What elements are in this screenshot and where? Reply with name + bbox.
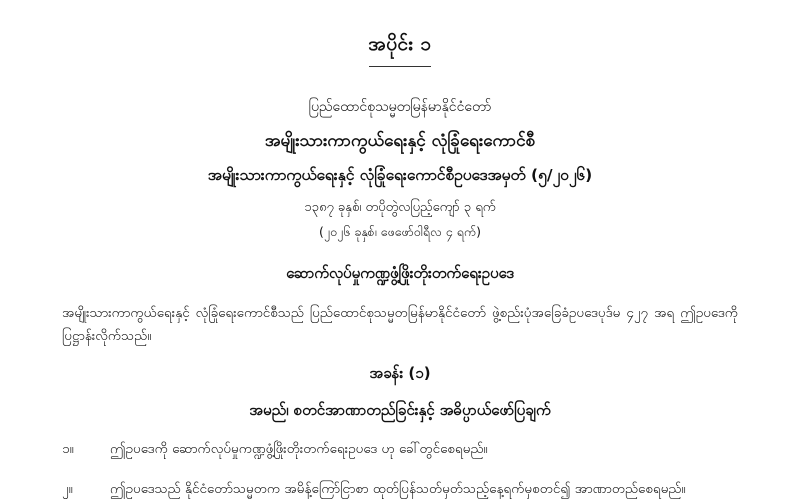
- clause-text-wrap: [110, 478, 744, 501]
- title-divider: [369, 66, 431, 67]
- clause-number: ၁။: [62, 441, 74, 458]
- chapter-number: အခန်း (၁): [369, 363, 431, 382]
- header-date-myanmar-era: ၁၃၈၇ ခုနှစ်၊ တပိုတွဲလပြည့်ကျော် ၃ ရက်: [304, 200, 496, 216]
- header-date-gregorian: (၂၀၂၆ ခုနှစ်၊ ဖေဖော်ဝါရီလ ၄ ရက်): [319, 223, 481, 239]
- header-law-title: ဆောက်လုပ်မှုကဏ္ဍဖွံ့ဖြိုးတိုးတက်ရေးဥပဒေ: [286, 263, 514, 282]
- document-header: [56, 97, 744, 285]
- page-title: အပိုင်း ၁: [368, 33, 432, 55]
- chapter-heading: အမည်၊ စတင်အာဏာတည်ခြင်းနှင့် အဓိပ္ပာယ်ဖော်ပြချက်: [249, 400, 551, 419]
- clause-number: ၂။: [62, 481, 73, 498]
- clause-item: [56, 438, 744, 461]
- clause-text: ဤဥပဒေသည် နိုင်ငံတော်သမ္မတက အမိန့်ကြော်ငြာစာ ထုတ်ပြန်သတ်မှတ်သည့်နေ့ရက်မှစတင်၍ အာဏာတည်စေရမည်။: [110, 481, 686, 498]
- header-council-name: အမျိုးသားကာကွယ်ရေးနှင့် လုံခြုံရေးကောင်စီ: [264, 130, 536, 151]
- preamble-paragraph: အမျိုးသားကာကွယ်ရေးနှင့် လုံခြုံရေးကောင်စီသည် ပြည်ထောင်စုသမ္မတမြန်မာနိုင်ငံတော် ဖွဲ့စည်းပုံအခြေခံဥပဒေပုဒ်မ ၄၂၇ အရ ဤဥပဒေကို ပြဋ္ဌာန်းလိုက်သည်။: [62, 305, 738, 345]
- clause-text-wrap: [110, 438, 744, 461]
- clause-item: [56, 478, 744, 501]
- clause-text: ဤဥပဒေကို ဆောက်လုပ်မှုကဏ္ဍဖွံ့ဖြိုးတိုးတက်ရေးဥပဒေ ဟု ခေါ်တွင်စေရမည်။: [110, 441, 488, 458]
- header-state-name: ပြည်ထောင်စုသမ္မတမြန်မာနိုင်ငံတော်: [308, 98, 492, 115]
- header-law-number: အမျိုးသားကာကွယ်ရေးနှင့် လုံခြုံရေးကောင်စီဥပဒေအမှတ် (၅/၂၀၂၆): [207, 166, 593, 185]
